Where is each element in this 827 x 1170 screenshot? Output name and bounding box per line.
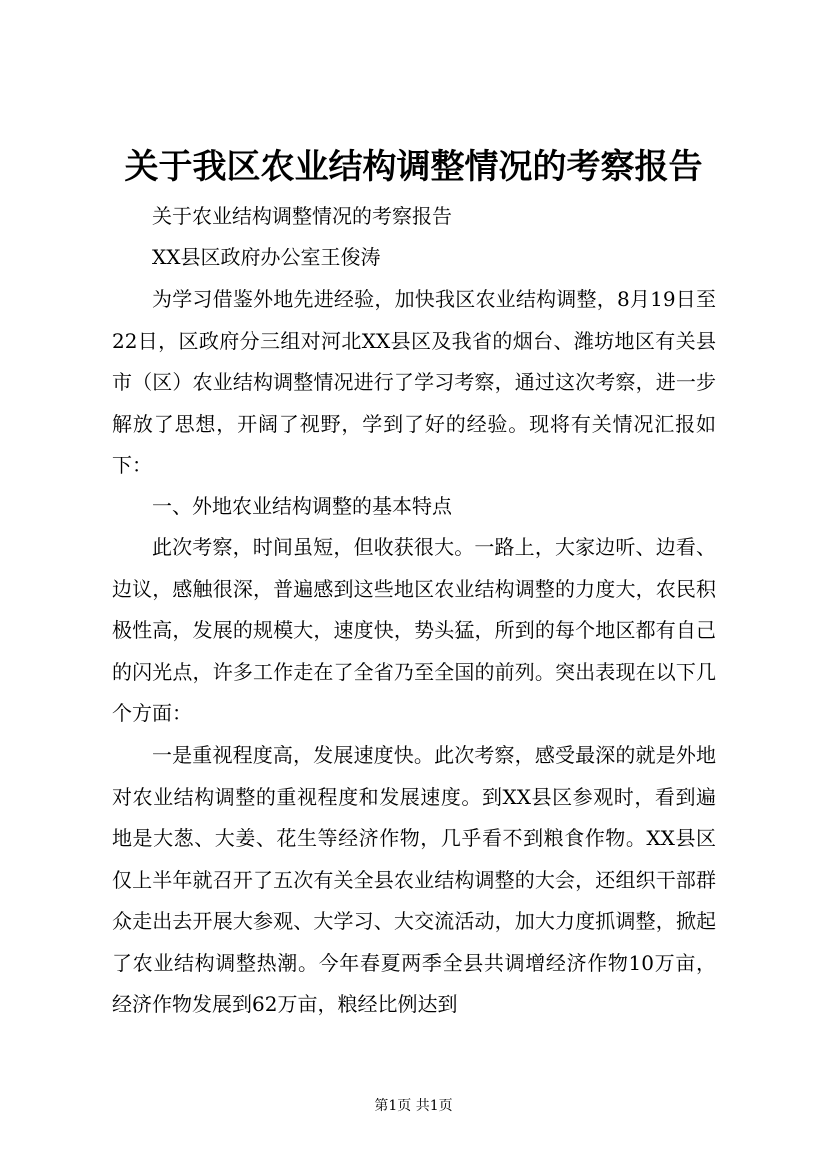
paragraph-overview: 此次考察，时间虽短，但收获很大。一路上，大家边听、边看、边议，感触很深，普遍感到这些地区农业结构调整的力度大，农民积极性高，发展的规模大，速度快，势头猛，所到的每个地区都有自己的闪光点，许多工作走在了全省乃至全国的前列。突出表现在以下几个方面： xyxy=(112,535,716,725)
document-title: 关于我区农业结构调整情况的考察报告 xyxy=(124,147,703,187)
paragraph-point-one: 一是重视程度高，发展速度快。此次考察，感受最深的就是外地对农业结构调整的重视程度和发展速度。到XX县区参观时，看到遍地是大葱、大姜、花生等经济作物，几乎看不到粮食作物。XX县区仅上半年就召开了五次有关全县农业结构调整的大会，还组织干部群众走出去开展大参观、大学习、大交流活动，加大力度抓调整，掀起了农业结构调整热潮。今年春夏两季全县共调增经济作物10万亩，经济作物发展到62万亩，粮经比例达到 xyxy=(112,743,716,1016)
page-footer: 第1页 共1页 xyxy=(374,1098,453,1114)
paragraph-intro: 为学习借鉴外地先进经验，加快我区农业结构调整，8月19日至22日，区政府分三组对河北XX县区及我省的烟台、潍坊地区有关县市（区）农业结构调整情况进行了学习考察，通过这次考察，进一步解放了思想，开阔了视野，学到了好的经验。现将有关情况汇报如下： xyxy=(112,287,716,477)
document-author: XX县区政府办公室王俊涛 xyxy=(152,245,381,269)
document-subtitle: 关于农业结构调整情况的考察报告 xyxy=(152,204,452,228)
section-heading: 一、外地农业结构调整的基本特点 xyxy=(152,494,452,518)
